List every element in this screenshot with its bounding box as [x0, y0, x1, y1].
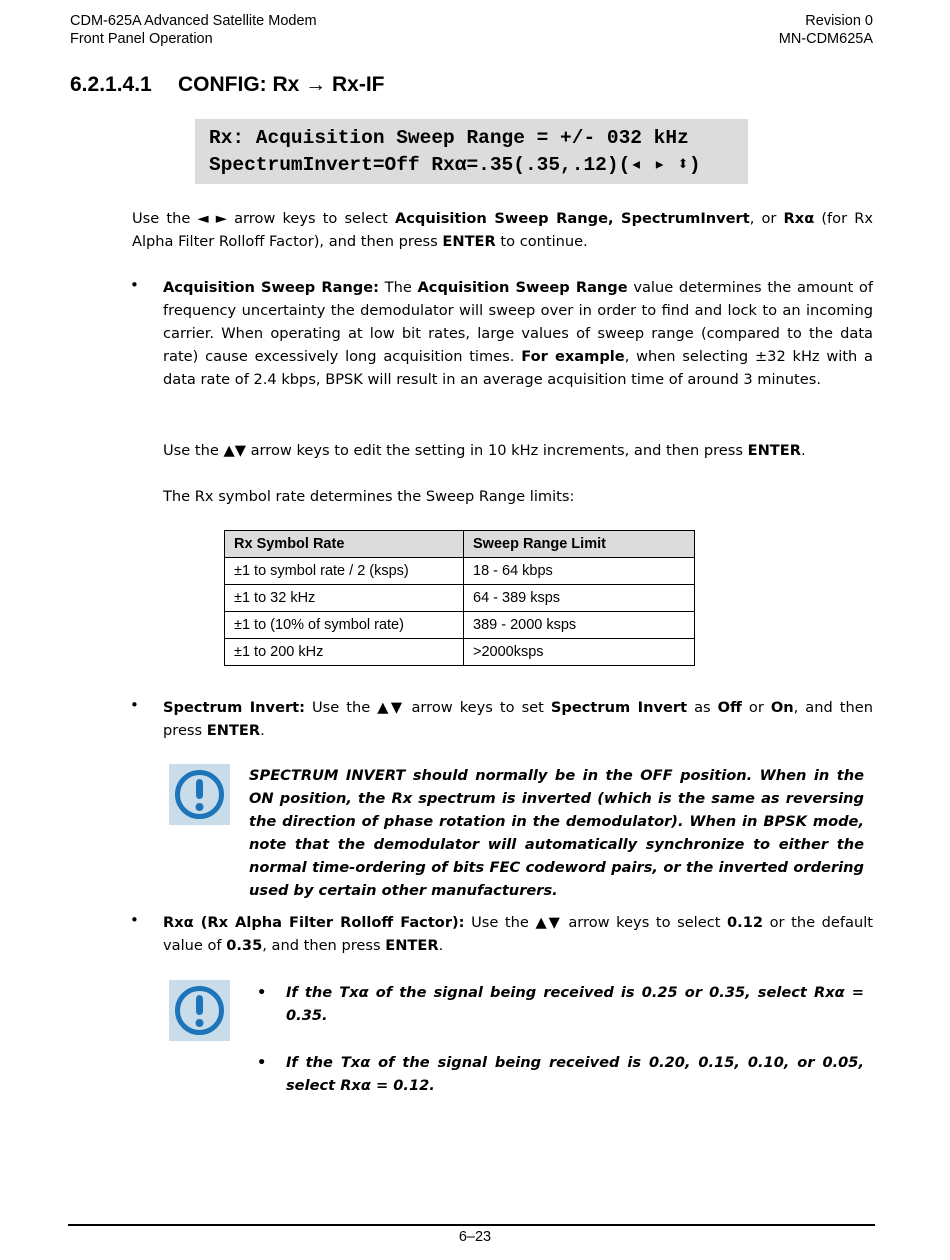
rx-alpha-note-item [257, 1051, 864, 1097]
intro-bold-2: Rxα [783, 210, 815, 227]
rx-alpha-text-2: or the default value of [163, 914, 873, 954]
section-number: 6.2.1.4.1 [70, 73, 152, 96]
intro-text-4: to continue. [495, 233, 588, 250]
spectrum-bold-1: Spectrum Invert [550, 699, 688, 716]
table-cell: >2000ksps [464, 639, 695, 666]
page-header-left [70, 12, 317, 48]
rx-alpha-text-1: Use the ▲▼ arrow keys to select [464, 914, 728, 931]
table-header-cell: Sweep Range Limit [464, 531, 695, 558]
header-doc-number: MN-CDM625A [778, 31, 873, 47]
table-header-row [225, 531, 695, 558]
spectrum-bold-4: ENTER [206, 722, 261, 739]
rx-alpha-text-4: . [438, 937, 444, 954]
bullet-dot: • [257, 1054, 267, 1071]
rx-alpha-bold-3: ENTER [385, 937, 439, 954]
section-heading [70, 73, 385, 97]
intro-bold-1: Acquisition Sweep Range, SpectrumInvert [394, 210, 750, 227]
footer-divider [68, 1224, 875, 1226]
spectrum-text-5: . [260, 722, 265, 739]
sweep-text-1: The [379, 279, 418, 296]
intro-bold-3: ENTER [442, 233, 496, 250]
table-row [225, 558, 695, 585]
sweep-edit-text-1: Use the ▲▼ arrow keys to edit the setting in 10 kHz increments, and then press [163, 442, 748, 459]
table-cell: 18 - 64 kbps [464, 558, 695, 585]
spectrum-bold-2: Off [717, 699, 742, 716]
table-cell: 389 - 2000 ksps [464, 612, 695, 639]
table-cell: ±1 to 200 kHz [225, 639, 464, 666]
spectrum-invert-note: SPECTRUM INVERT should normally be in the OFF position. When in the ON position, the Rx spectrum is inverted (which is the same as reversing the direction of phase rotation in the demodulator). When in BPSK mode, note that the demodulator will automatically synchronize to either the normal time-ordering of bits FEC codeword pairs, or the inverted ordering used by certain other manufacturers. [249, 767, 864, 899]
rx-alpha-label: Rxα (Rx Alpha Filter Rolloff Factor): [163, 914, 465, 931]
header-chapter: Front Panel Operation [70, 31, 213, 47]
spectrum-text-2: as [687, 699, 718, 716]
spectrum-text-4: , and then press [163, 699, 873, 739]
section-title: CONFIG: Rx → Rx-IF [178, 73, 385, 96]
rx-alpha-notes [257, 981, 864, 1121]
sweep-edit-text-2: . [800, 442, 806, 459]
intro-text-1: Use the ◄ ► arrow keys to select [132, 210, 395, 227]
table-cell: 64 - 389 ksps [464, 585, 695, 612]
intro-text-3: (for Rx Alpha Filter Rolloff Factor), and then press [132, 210, 873, 250]
table-row [225, 612, 695, 639]
exclamation-circle-icon [169, 980, 230, 1041]
lcd-display [195, 119, 748, 184]
spectrum-label: Spectrum Invert: [163, 699, 305, 716]
spectrum-text-1: Use the ▲▼ arrow keys to set [304, 699, 551, 716]
sweep-bold-1: Acquisition Sweep Range [417, 279, 628, 296]
bullet-dot: • [130, 696, 139, 714]
rx-alpha-text-3: , and then press [262, 937, 386, 954]
spectrum-text-3: or [741, 699, 771, 716]
rx-alpha-bold-2: 0.35 [226, 937, 263, 954]
intro-text-2: , or [749, 210, 784, 227]
lcd-line-1: Rx: Acquisition Sweep Range = +/- 032 kHz [209, 127, 689, 149]
sweep-bold-2: For example [521, 348, 625, 365]
page-number: 6–23 [458, 1229, 492, 1245]
bullet-dot: • [130, 276, 139, 294]
rx-alpha-note-item [257, 981, 864, 1027]
exclamation-circle-icon [169, 764, 230, 825]
table-row [225, 639, 695, 666]
sweep-edit-bold: ENTER [747, 442, 801, 459]
spectrum-bold-3: On [770, 699, 794, 716]
spectrum-invert-paragraph [163, 696, 873, 742]
sweep-label: Acquisition Sweep Range: [163, 279, 379, 296]
bullet-dot: • [130, 911, 139, 929]
bullet-dot: • [257, 984, 267, 1001]
sweep-text-2: value determines the amount of frequency uncertainty the demodulator will sweep over in order to find and lock to an incoming carrier. When operating at low bit rates, large values of sweep range (compared to the data rate) cause excessively long acquisition times. [163, 279, 874, 365]
page-header-right [779, 12, 873, 48]
rx-alpha-note-text: If the Txα of the signal being received is 0.20, 0.15, 0.10, or 0.05, select Rxα = 0.12. [286, 1054, 864, 1094]
table-cell: ±1 to symbol rate / 2 (ksps) [225, 558, 464, 585]
sweep-range-table [224, 530, 695, 666]
intro-paragraph [132, 207, 873, 253]
rx-alpha-bold-1: 0.12 [727, 914, 764, 931]
rx-alpha-paragraph [163, 911, 873, 957]
header-doc-title: CDM-625A Advanced Satellite Modem [70, 13, 317, 29]
table-cell: ±1 to (10% of symbol rate) [225, 612, 464, 639]
table-row [225, 585, 695, 612]
table-header-cell: Rx Symbol Rate [225, 531, 464, 558]
sweep-text-3: , when selecting ±32 kHz with a data rate of 2.4 kbps, BPSK will result in an average acquisition time of around 3 minutes. [163, 348, 873, 388]
lcd-line-2: SpectrumInvert=Off Rxα=.35(.35,.12)(◂ ▸ ⬍) [209, 154, 701, 176]
rx-alpha-note-text: If the Txα of the signal being received is 0.25 or 0.35, select Rxα = 0.35. [286, 984, 864, 1024]
table-cell: ±1 to 32 kHz [225, 585, 464, 612]
sweep-edit-paragraph [163, 439, 873, 462]
sweep-limits-paragraph: The Rx symbol rate determines the Sweep Range limits: [163, 488, 575, 505]
header-revision: Revision 0 [805, 13, 873, 29]
sweep-range-paragraph [163, 276, 873, 391]
